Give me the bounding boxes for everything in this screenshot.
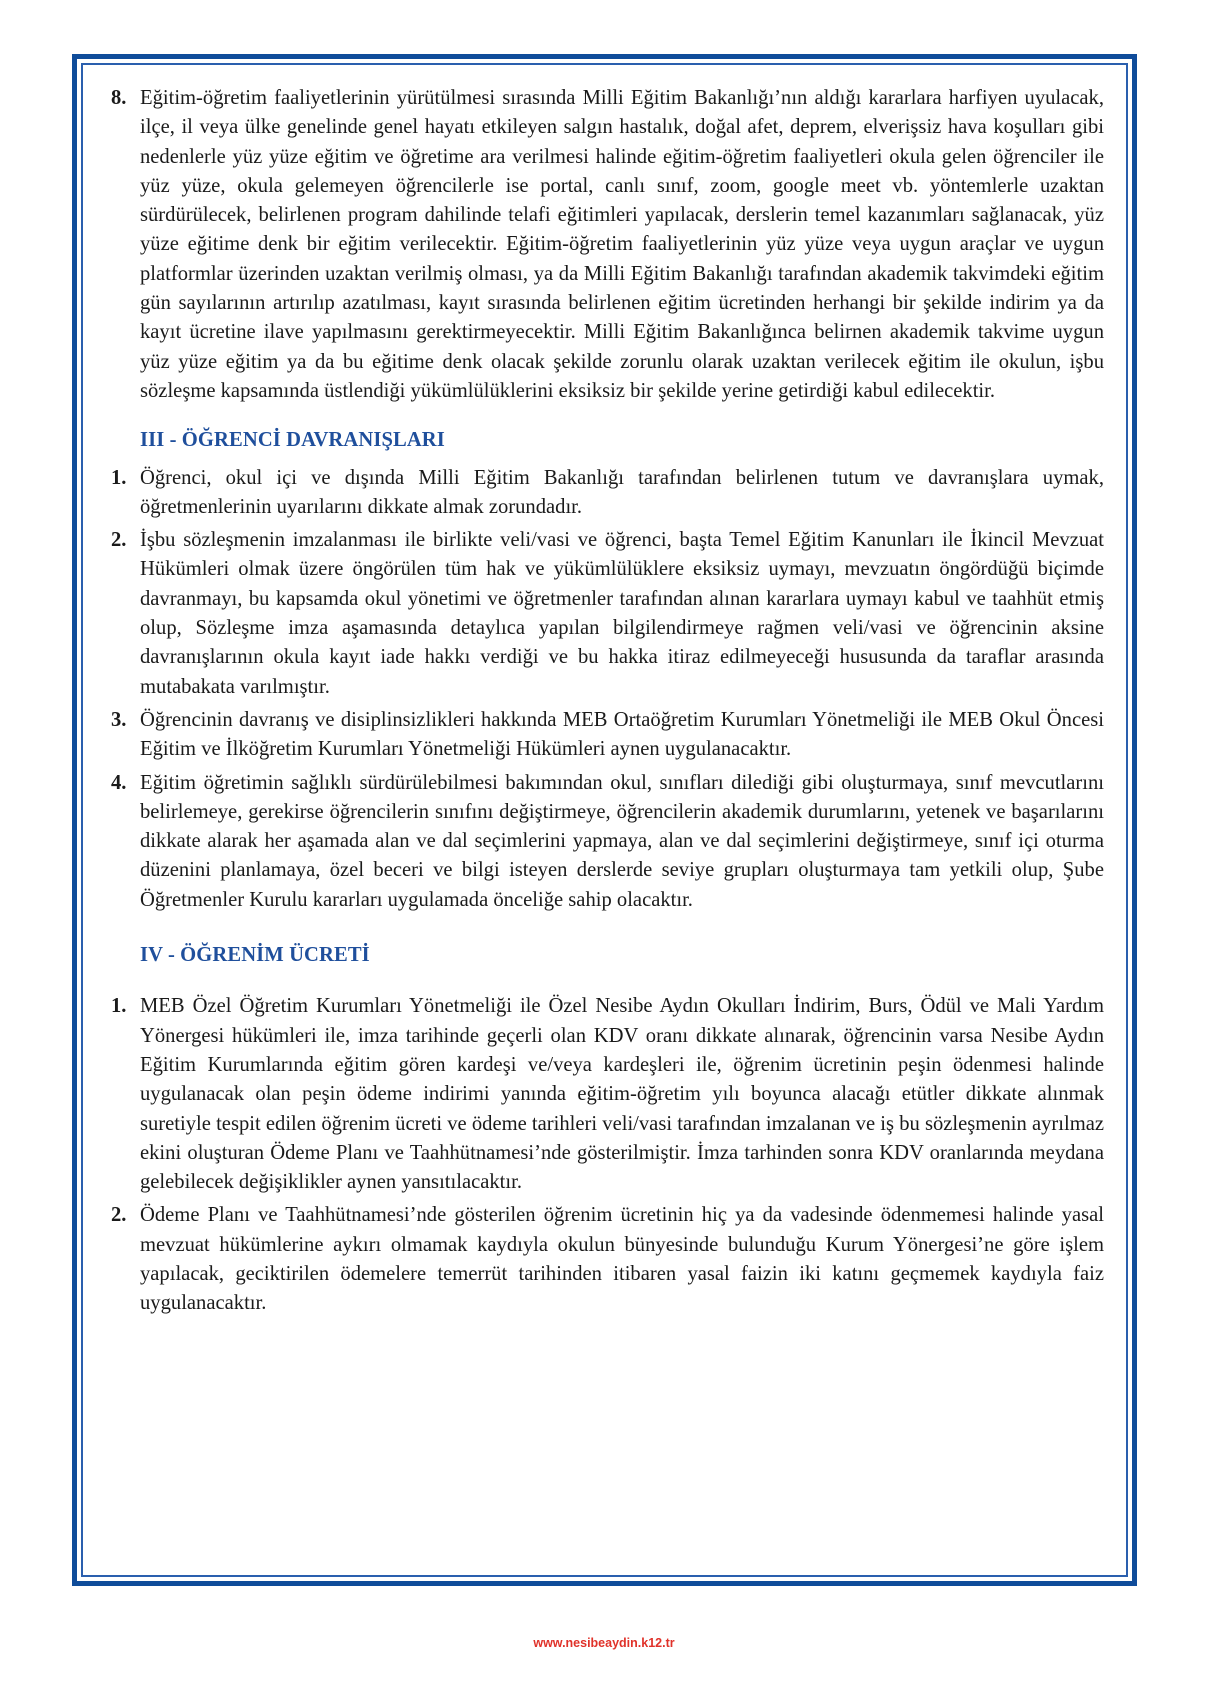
item-text: Öğrencinin davranış ve disiplinsizlikleri hakkında MEB Ortaöğretim Kurumları Yönetmeliği ile MEB Okul Öncesi Eğitim ve İlköğretim Kurumları Yönetmeliği Hükümleri aynen uygulanacaktır. xyxy=(140,708,1104,761)
item-number: 8. xyxy=(111,87,127,109)
page-border-frame xyxy=(72,54,1137,1586)
list-item xyxy=(111,706,1104,765)
list-item xyxy=(111,769,1104,915)
list-item xyxy=(111,992,1104,1197)
section-heading-ogrenim-ucreti: IV - ÖĞRENİM ÜCRETİ xyxy=(140,944,370,967)
item-number: 3. xyxy=(111,708,127,731)
item-number: 1. xyxy=(111,466,127,489)
item-text: Ödeme Planı ve Taahhütnamesi’nde gösterilen öğrenim ücretinin hiç ya da vadesinde ödenmemesi halinde yasal mevzuat hükümlerine aykırı olmamak kaydıyla okulun bünyesinde bulunduğu Kurum Yönergesi’ne göre işlem yapılacak, geciktirilen ödemelere temerrüt tarihinden itibaren yasal faizin iki katını geçmemek kaydıyla faiz uygulanacaktır. xyxy=(140,1204,1104,1315)
document-body xyxy=(111,84,1104,1323)
item-text: Öğrenci, okul içi ve dışında Milli Eğitim Bakanlığı tarafından belirlenen tutum ve davranışlara uymak, öğretmenlerinin uyarılarını dikkate almak zorundadır. xyxy=(140,466,1104,518)
item-number: 2. xyxy=(111,1204,127,1227)
item-number: 1. xyxy=(111,995,127,1018)
page-inner-border xyxy=(81,63,1128,1577)
list-item xyxy=(111,84,1104,406)
item-text: MEB Özel Öğretim Kurumları Yönetmeliği ile Özel Nesibe Aydın Okulları İndirim, Burs, Ödül ve Mali Yardım Yönergesi hükümleri ile, imza tarihinde geçerli olan KDV oranı dikkate alınarak, öğrencinin varsa Nesibe Aydın Eğitim Kurumlarında eğitim gören kardeşi ve/veya kardeşleri ile, öğrenim ücretinin peşin ödenmesi halinde uygulanacak olan peşin ödeme indirimi yanında eğitim-öğretim yılı boyunca alacağı etütler dikkate alınmak suretiyle tespit edilen öğrenim ücreti ve ödeme tarihleri veli/vasi tarafından imzalanan ve iş bu sözleşmenin ayrılmaz ekini oluşturan Ödeme Planı ve Taahhütnamesi’nde gösterilmiştir. İmza tarhinden sonra KDV oranlarında meydana gelebilecek değişiklikler aynen yansıtılacaktır. xyxy=(140,995,1104,1194)
item-text: Eğitim-öğretim faaliyetlerinin yürütülmesi sırasında Milli Eğitim Bakanlığı’nın aldığı kararlara harfiyen uyulacak, ilçe, il veya ülke genelinde genel hayatı etkileyen salgın hastalık, doğal afet, deprem, elverişsiz hava koşulları gibi nedenlerle yüz yüze eğitim ve öğretime ara verilmesi halinde eğitim-öğretim faaliyetleri okula gelen öğrenciler ile yüz yüze, okula gelemeyen öğrencilerle ise portal, canlı sınıf, zoom, google meet vb. yöntemlerle uzaktan sürdürülecek, belirlenen program dahilinde telafi eğitimleri yapılacak, derslerin temel kazanımları sağlanacak, yüz yüze eğitime denk bir eğitim verilecektir. Eğitim-öğretim faaliyetlerinin yüz yüze veya uygun araçlar ve uygun platformlar üzerinden uzaktan verilmiş olması, ya da Milli Eğitim Bakanlığı tarafından akademik takvimdeki eğitim gün sayılarının artırılıp azatılması, kayıt sırasında belirlenen eğitim ücretinden herhangi bir şekilde indirim ya da kayıt ücretine ilave yapılmasını gerektirmeyecektir. Milli Eğitim Bakanlığınca belirnen akademik takvime uygun yüz yüze eğitim ya da bu eğitime denk olacak şekilde zorunlu olarak uzaktan verilecek eğitim ile okulun, işbu sözleşme kapsamında üstlendiği yükümlülüklerini eksiksiz bir şekilde yerine getirdiği kabul edilecektir. xyxy=(140,87,1104,402)
section-heading-ogrenci-davranislari: III - ÖĞRENCİ DAVRANIŞLARI xyxy=(140,429,445,452)
item-number: 4. xyxy=(111,771,127,794)
item-number: 2. xyxy=(111,529,127,552)
item-text: Eğitim öğretimin sağlıklı sürdürülebilmesi bakımından okul, sınıfları dilediği gibi oluşturmaya, sınıf mevcutlarını belirlemeye, gerekirse öğrencilerin sınıfını değiştirmeye, öğrencilerin akademik durumlarını, yetenek ve başarılarını dikkate alarak her aşamada alan ve dal seçimlerini yapmaya, alan ve dal seçimlerini değiştirmeye, sınıf içi oturma düzenini planlamaya, özel beceri ve bilgi isteyen derslerde seviye grupları oluşturmaya tam yetkili olup, Şube Öğretmenler Kurulu kararları uygulamada önceliğe sahip olacaktır. xyxy=(140,771,1104,911)
list-item xyxy=(111,1201,1104,1318)
list-item xyxy=(111,464,1104,523)
item-text: İşbu sözleşmenin imzalanması ile birlikte veli/vasi ve öğrenci, başta Temel Eğitim Kanunları ile İkincil Mevzuat Hükümleri olmak üzere öngörülen tüm hak ve yükümlülüklere eksiksiz uymayı, mevzuatın öngördüğü biçimde davranmayı, bu kapsamda okul yönetimi ve öğretmenler tarafından alınan kararlara uymayı kabul ve taahhüt etmiş olup, Sözleşme imza aşamasında detaylıca yapılan bilgilendirmeye rağmen veli/vasi ve öğrencinin aksine davranışlarının okula kayıt iade hakkı verdiği ve bu hakka itiraz edilmeyeceği hususunda da taraflar arasında mutabakata varılmıştır. xyxy=(140,529,1104,698)
website-link[interactable]: www.nesibeaydin.k12.tr xyxy=(533,1636,675,1650)
list-item xyxy=(111,526,1104,702)
